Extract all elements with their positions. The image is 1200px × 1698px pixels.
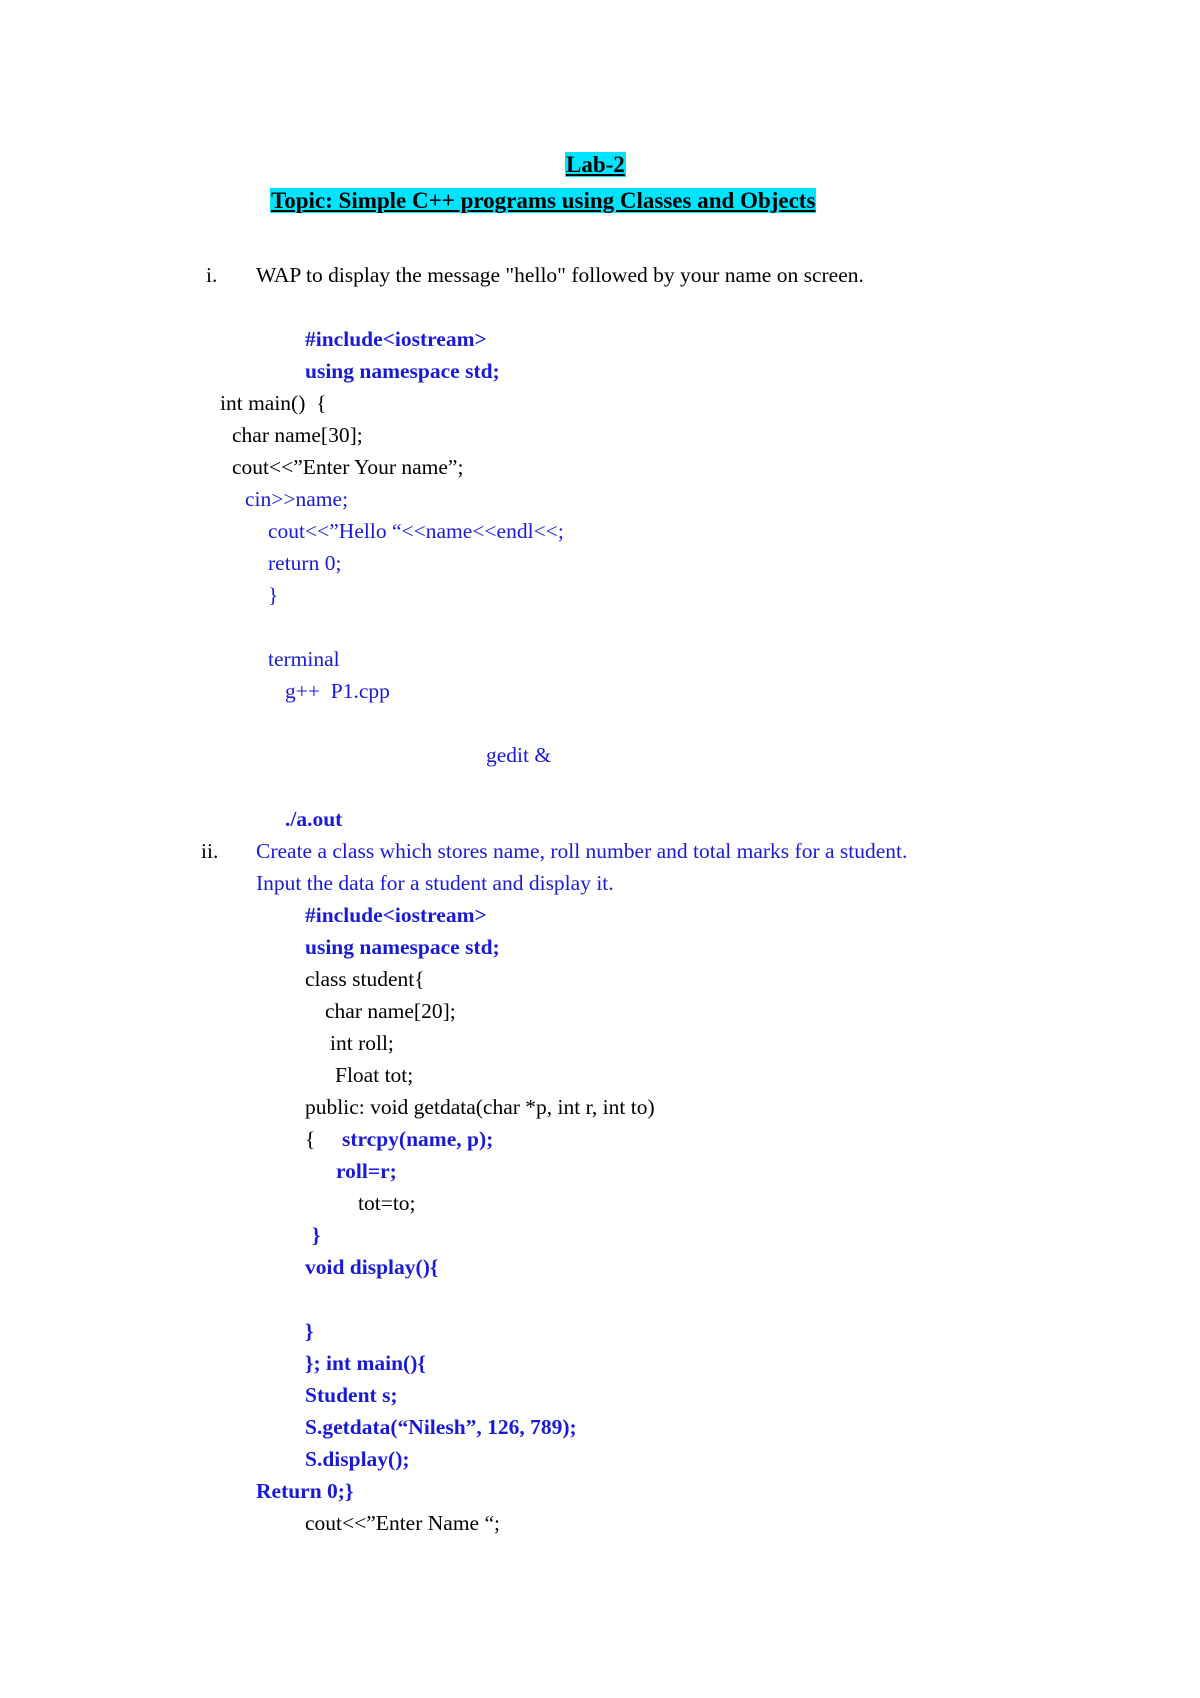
code-line: return 0; bbox=[268, 551, 342, 575]
code-line: cin>>name; bbox=[245, 487, 349, 511]
code-line: g++ P1.cpp bbox=[285, 679, 390, 703]
code-line: using namespace std; bbox=[305, 935, 500, 959]
code-line: cout<<”Enter Name “; bbox=[305, 1511, 500, 1535]
code-line: void display(){ bbox=[305, 1255, 439, 1279]
code-line: cout<<”Hello “<<name<<endl<<; bbox=[268, 519, 564, 543]
code-line: Float tot; bbox=[335, 1063, 414, 1087]
code-line: tot=to; bbox=[358, 1191, 416, 1215]
code-line: int main() { bbox=[220, 391, 327, 415]
code-line: } bbox=[305, 1319, 314, 1343]
code-line: strcpy(name, p); bbox=[342, 1127, 494, 1151]
code-line: } bbox=[268, 583, 279, 607]
code-line: terminal bbox=[268, 647, 340, 671]
question-2-number: ii. bbox=[201, 839, 219, 863]
code-line: int roll; bbox=[330, 1031, 394, 1055]
code-line: using namespace std; bbox=[305, 359, 500, 383]
doc-title: Lab-2 bbox=[566, 152, 625, 177]
code-line: } bbox=[312, 1223, 321, 1247]
code-line: S.getdata(“Nilesh”, 126, 789); bbox=[305, 1415, 577, 1439]
code-line: class student{ bbox=[305, 967, 425, 991]
question-1-number: i. bbox=[206, 263, 218, 287]
code-line: char name[20]; bbox=[325, 999, 456, 1023]
code-line: Return 0;} bbox=[256, 1479, 354, 1503]
code-line: roll=r; bbox=[336, 1159, 397, 1183]
code-line: ./a.out bbox=[285, 807, 343, 831]
code-line: Student s; bbox=[305, 1383, 398, 1407]
code-line: #include<iostream> bbox=[305, 327, 487, 351]
code-line: char name[30]; bbox=[232, 423, 363, 447]
doc-topic: Topic: Simple C++ programs using Classes and Objects bbox=[271, 188, 816, 213]
code-line: S.display(); bbox=[305, 1447, 410, 1471]
question-2-text-line-2: Input the data for a student and display it. bbox=[256, 871, 614, 895]
code-line: }; int main(){ bbox=[305, 1351, 426, 1375]
code-line: gedit & bbox=[486, 743, 552, 767]
question-1-text: WAP to display the message "hello" followed by your name on screen. bbox=[256, 263, 864, 287]
code-line: cout<<”Enter Your name”; bbox=[232, 455, 464, 479]
code-line: { bbox=[305, 1127, 316, 1151]
code-line: #include<iostream> bbox=[305, 903, 487, 927]
code-line: public: void getdata(char *p, int r, int to) bbox=[305, 1095, 655, 1119]
question-2-text-line-1: Create a class which stores name, roll number and total marks for a student. bbox=[256, 839, 908, 863]
